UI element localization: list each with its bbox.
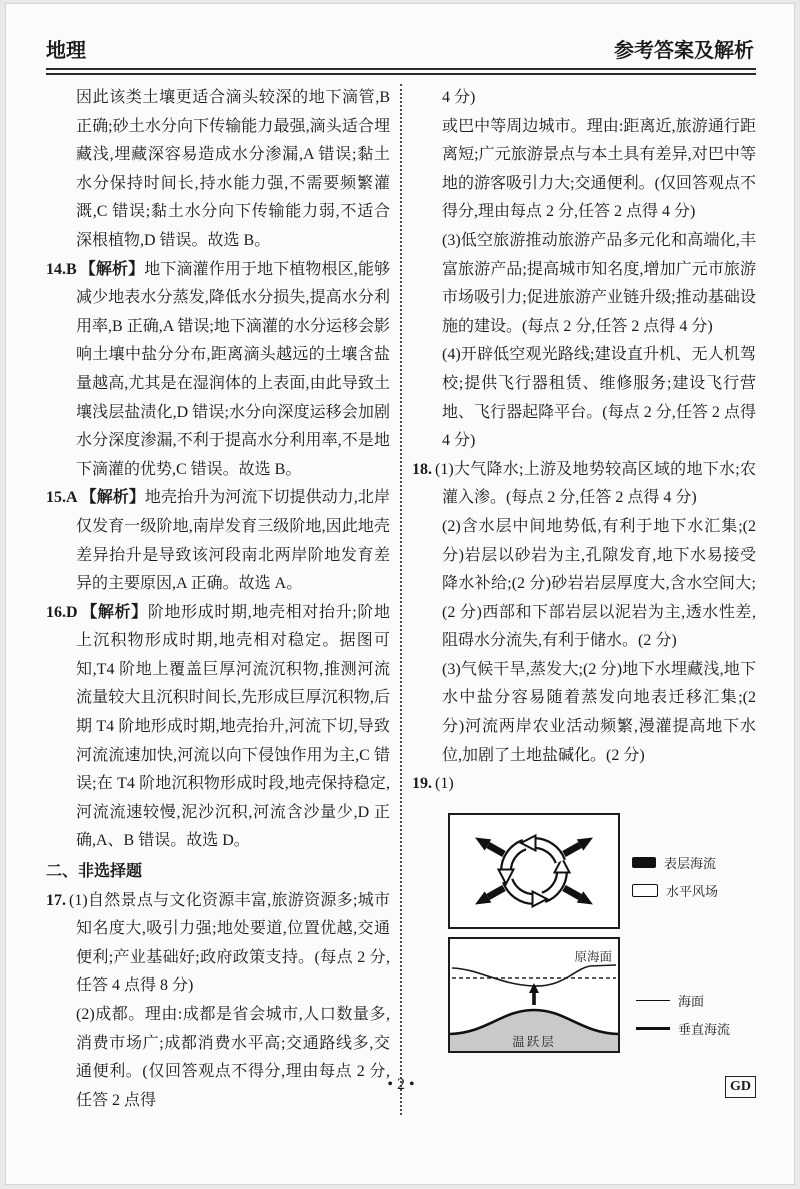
answer-item-18-part2: (2)含水层中间地势低,有利于地下水汇集;(2 分)岩层以砂岩为主,孔隙发育,地下水易接受降水补给;(2 分)砂岩岩层厚度大,含水空间大;(2 分)西部和下部岩层以泥岩为主,透水性差,阻碍水分流失,有利于储水。(2 分) (442, 517, 756, 650)
sea-surface-line (452, 965, 616, 986)
answer-item-18-part3: (3)气候干旱,蒸发大;(2 分)地下水埋藏浅,地下水中盐分容易随着蒸发向地表迁移汇集;(2 分)河流两岸农业活动频繁,漫灌提高地下水位,加剧了土地盐碱化。(2 分) (442, 660, 756, 764)
thin-line-swatch-icon (636, 1000, 670, 1001)
figure1-legend (632, 853, 718, 900)
answer-item-17-part1 (46, 887, 390, 1001)
thick-line-swatch-icon (636, 1027, 670, 1030)
item-number: 15.A (46, 489, 78, 507)
figure-area-19-1 (412, 803, 756, 1061)
answer-item-17-part4: (4)开辟低空观光路线;建设直升机、无人机驾校;提供飞行器租赁、维修服务;建设飞行营地、飞行器起降平台。(每点 2 分,任答 2 点得 4 分) (442, 346, 756, 450)
item-number: 19. (412, 775, 432, 793)
figure2-legend (636, 991, 730, 1038)
thermocline-label: 温跃层 (512, 1034, 556, 1049)
item-text: (1) (435, 775, 454, 793)
item-number: 17. (46, 891, 66, 909)
answer-item-17-part3: (3)低空旅游推动旅游产品多元化和高端化,丰富旅游产品;提高城市知名度,增加广元市旅游市场吸引力;促进旅游产业链升级;推动基础设施的建设。(每点 2 分,任答 2 点得 4 分) (442, 231, 756, 335)
left-column (46, 84, 390, 1115)
figure-thermocline-section (448, 937, 620, 1053)
page-number: • 2 • (387, 1076, 415, 1093)
two-column-body (46, 84, 758, 1115)
legend-item-vertical-current (636, 1019, 730, 1038)
answer-item-14 (46, 256, 390, 485)
original-sea-level-label: 原海面 (574, 949, 612, 964)
rotating-wind-arrows (475, 835, 593, 906)
right-column (412, 84, 756, 1115)
answer-13-continuation: 因此该类土壤更适合滴头较深的地下滴管,B 正确;砂土水分向下传输能力最强,滴头适合埋藏浅,埋藏深容易造成水分渗漏,A 错误;黏土水分保持时间长,持水能力强,不需要频繁灌溉,C 错误;黏土水分向下传输能力弱,不适合深根植物,D 错误。故选 B。 (76, 89, 390, 249)
answer-item-17-part2-alt: 或巴中等周边城市。理由:距离近,旅游通行距离短;广元旅游景点与本土具有差异,对巴中等地的游客吸引力大;交通便利。(仅回答观点不得分,理由每点 2 分,任答 2 点得 4 分) (442, 117, 756, 221)
item-number: 16.D (46, 603, 78, 621)
edition-code-badge: GD (725, 1076, 756, 1098)
wind-current-diagram (450, 815, 618, 927)
header-double-rule (46, 68, 756, 75)
filled-swatch-icon (632, 857, 656, 868)
item-number: 14.B (46, 260, 77, 278)
outline-swatch-icon (632, 884, 658, 897)
header (46, 34, 754, 62)
analysis-label: 【解析】 (80, 489, 145, 507)
answer-item-18-part1 (412, 456, 756, 513)
answer-item-17-part2-continuation: 4 分) (442, 89, 476, 106)
figure-wind-current-plan (448, 813, 620, 929)
item-text: (1)大气降水;上游及地势较高区域的地下水;农灌入渗。(每点 2 分,任答 2 点得 4 分) (435, 460, 756, 507)
subject-title: 地理 (46, 40, 86, 62)
analysis-label: 【解析】 (79, 260, 145, 278)
legend-label: 表层海流 (664, 855, 717, 871)
legend-item-sea-surface (636, 991, 730, 1010)
section-title-non-choice: 二、非选择题 (46, 863, 143, 881)
legend-item-wind-field (632, 881, 718, 900)
legend-item-surface-current (632, 853, 718, 872)
item-text: 地壳抬升为河流下切提供动力,北岸仅发育一级阶地,南岸发育三级阶地,因此地壳差异抬升是导致该河段南北两岸阶地发育差异的主要原因,A 正确。故选 A。 (76, 489, 390, 593)
document-page (5, 3, 795, 1185)
page-footer (46, 1076, 756, 1102)
legend-label: 海面 (678, 993, 705, 1009)
item-number: 18. (412, 460, 432, 478)
item-text: 阶地形成时期,地壳相对抬升;阶地上沉积物形成时期,地壳相对稳定。据图可知,T4 阶地上覆盖巨厚河流沉积物,推测河流流量较大且沉积时间长,先形成巨厚沉积物,后期 T4 阶地形成时期,地壳抬升,河流下切,导致河流流速加快,河流以向下侵蚀作用为主,C 错误;在 T4 阶地沉积物形成时段,地壳保持稳定,河流流速较慢,泥沙沉积,河流含沙量少,D 正确,A、B 错误。故选 D。 (76, 603, 390, 850)
item-text: 地下滴灌作用于地下植物根区,能够减少地表水分蒸发,降低水分损失,提高水分利用率,B 正确,A 错误;地下滴灌的水分运移会影响土壤中盐分分布,距离滴头越远的土壤含盐量越高,尤其是在湿润体的上表面,由此导致土壤浅层盐渍化,D 错误;水分向深度运移会加剧水分深度渗漏,不利于提高水分利用率,不是地下滴灌的优势,C 错误。故选 B。 (76, 260, 390, 478)
header-right-title: 参考答案及解析 (614, 40, 754, 62)
item-text: (1)自然景点与文化资源丰富,旅游资源多;城市知名度大,吸引力强;地处要道,位置优越,交通便利;产业基础好;政府政策支持。(每点 2 分,任答 4 点得 8 分) (69, 891, 390, 995)
analysis-label: 【解析】 (80, 603, 148, 621)
answer-item-16 (46, 599, 390, 856)
column-divider (400, 84, 402, 1115)
legend-label: 水平风场 (666, 883, 719, 899)
answer-item-19-part1 (412, 770, 756, 799)
answer-item-17-part2: (2)成都。理由:成都是省会城市,人口数量多,消费市场广;成都消费水平高;交通路线多,交通便利。(仅回答观点不得分,理由每点 2 分,任答 2 点得 (76, 1006, 390, 1109)
answer-item-15 (46, 484, 390, 598)
legend-label: 垂直海流 (678, 1021, 731, 1037)
